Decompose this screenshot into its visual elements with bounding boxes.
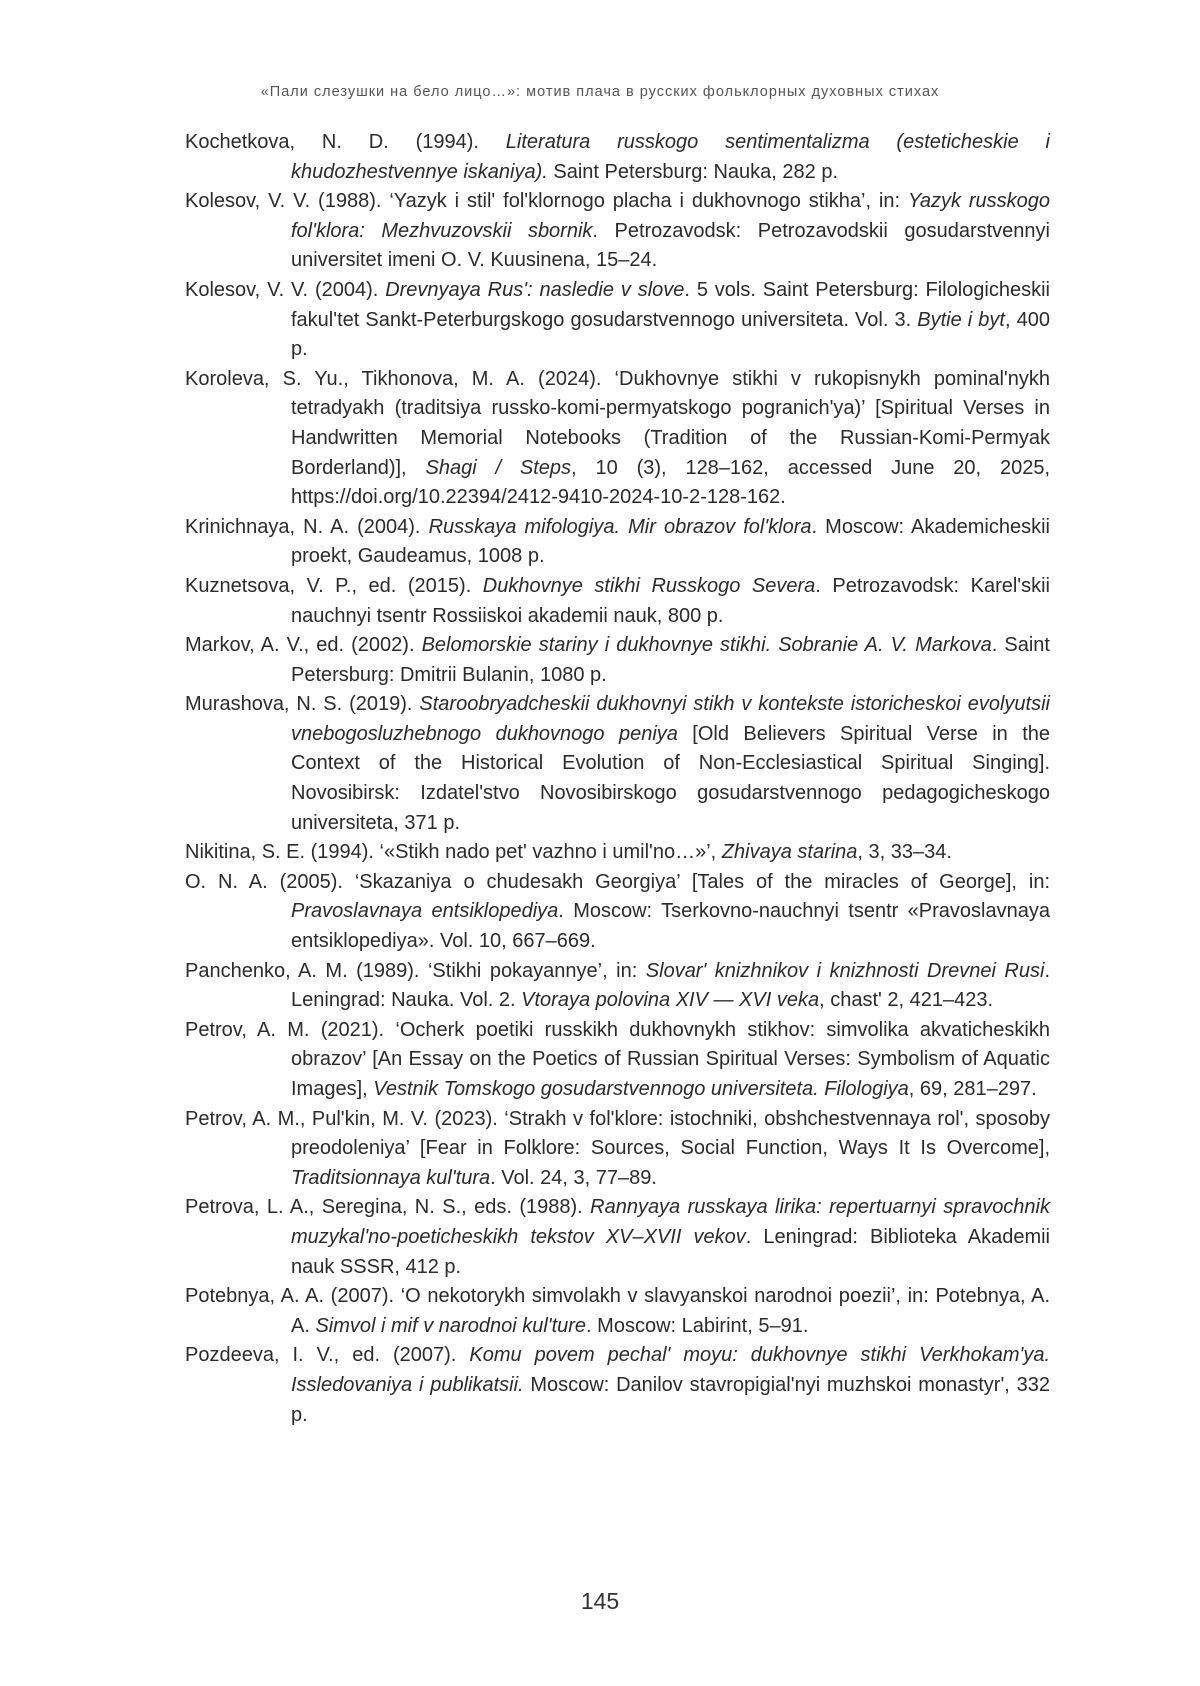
running-head: «Пали слезушки на бело лицо…»: мотив плача в русских фольклорных духовных стихах bbox=[260, 84, 940, 100]
reference-text: , chast' 2, 421–423. bbox=[819, 989, 994, 1012]
reference-title-italic: Russkaya mifologiya. Mir obrazov fol'klora bbox=[428, 515, 812, 538]
reference-entry bbox=[185, 1105, 1050, 1194]
reference-entry bbox=[185, 187, 1050, 276]
reference-text: Murashova, N. S. (2019). bbox=[185, 693, 420, 716]
reference-text: Kolesov, V. V. (2004). bbox=[185, 278, 386, 301]
reference-title-italic: Drevnyaya Rus': nasledie v slove bbox=[385, 278, 685, 301]
reference-text: , 3, 33–34. bbox=[857, 841, 952, 864]
reference-title-italic: Staroobryadcheskii dukhovnyi stikh v kontekste istoricheskoi evolyutsii vnebogosluzhebnogo dukhovnogo peniya bbox=[291, 693, 1051, 745]
reference-entry bbox=[185, 572, 1050, 631]
reference-title-italic: Zhivaya starina bbox=[721, 841, 858, 864]
reference-text: . 5 vols. Saint Petersburg: Filologicheskii fakul'tet Sankt-Peterburgskogo gosudarstvennogo universiteta. Vol. 3. bbox=[291, 278, 1050, 331]
reference-text: . Leningrad: Biblioteka Akademii nauk SSSR, 412 p. bbox=[291, 1225, 1050, 1278]
reference-text: , 400 p. bbox=[291, 308, 1050, 361]
reference-title-italic: Belomorskie stariny i dukhovnye stikhi. Sobranie A. V. Markova bbox=[421, 634, 992, 657]
reference-text: Kuznetsova, V. P., ed. (2015). bbox=[185, 574, 483, 597]
reference-text: Markov, A. V., ed. (2002). bbox=[185, 634, 422, 657]
reference-text: O. N. A. (2005). ‘Skazaniya o chudesakh Georgiya’ [Tales of the miracles of George], in: bbox=[185, 870, 1050, 893]
reference-title-italic: Vtoraya polovina XIV — XVI veka bbox=[521, 989, 820, 1012]
reference-text: Koroleva, S. Yu., Tikhonova, M. A. (2024). ‘Dukhovnye stikhi v rukopisnykh pominal'nykh tetradyakh (traditsiya russko-komi-permyatskogo pogranich'ya)’ [Spiritual Verses in Handwritten Memorial Notebooks (Tradition of the Russian-Komi-Permyak Borderland)], bbox=[185, 367, 1050, 479]
reference-text: . Saint Petersburg: Dmitrii Bulanin, 1080 p. bbox=[291, 634, 1050, 686]
reference-text: Potebnya, A. A. (2007). ‘O nekotorykh simvolakh v slavyanskoi narodnoi poezii’, in: Potebnya, A. A. bbox=[185, 1285, 1050, 1337]
reference-text: Kolesov, V. V. (1988). ‘Yazyk i stil' fol'klornogo placha i dukhovnogo stikha’, in: bbox=[185, 190, 908, 213]
reference-text: Petrov, A. M. (2021). ‘Ocherk poetiki russkikh dukhovnykh stikhov: simvolika akvaticheskikh obrazov’ [An Essay on the Poetics of Russian Spiritual Verses: Symbolism of Aquatic Images], bbox=[185, 1018, 1050, 1100]
reference-title-italic: Traditsionnaya kul'tura bbox=[291, 1166, 491, 1189]
reference-entry bbox=[185, 1282, 1050, 1341]
reference-text: Krinichnaya, N. A. (2004). bbox=[185, 515, 429, 538]
reference-text: Panchenko, A. M. (1989). ‘Stikhi pokayannye’, in: bbox=[185, 959, 646, 982]
reference-title-italic: Vestnik Tomskogo gosudarstvennogo universiteta. Filologiya bbox=[373, 1078, 909, 1100]
reference-entry bbox=[185, 1016, 1050, 1105]
reference-title-italic: Rannyaya russkaya lirika: repertuarnyi spravochnik muzykal'no-poeticheskikh tekstov XV–XVII vekov bbox=[291, 1196, 1050, 1248]
reference-text: Kochetkova, N. D. (1994). bbox=[185, 131, 506, 153]
reference-text: , 69, 281–297. bbox=[908, 1078, 1037, 1100]
reference-text: Moscow: Danilov stavropigial'nyi muzhskoi monastyr', 332 p. bbox=[291, 1373, 1050, 1426]
reference-text: Pozdeeva, I. V., ed. (2007). bbox=[185, 1344, 470, 1367]
reference-list bbox=[185, 128, 1050, 1430]
reference-entry bbox=[185, 868, 1050, 957]
reference-text: . Moscow: Labirint, 5–91. bbox=[586, 1314, 809, 1337]
reference-text: . Petrozavodsk: Petrozavodskii gosudarstvennyi universitet imeni O. V. Kuusinena, 15–24. bbox=[291, 219, 1050, 272]
reference-title-italic: Yazyk russkogo fol'klora: Mezhvuzovskii sbornik bbox=[291, 190, 1051, 242]
reference-text: Petrov, A. M., Pul'kin, M. V. (2023). ‘Strakh v fol'klore: istochniki, obshchestvennaya rol', sposoby preodoleniya’ [Fear in Folklore: Sources, Social Function, Ways It Is Overcome], bbox=[185, 1107, 1050, 1160]
page-number: 145 bbox=[580, 1588, 620, 1614]
reference-title-italic: Komu povem pechal' moyu: dukhovnye stikhi Verkhokam'ya. Issledovaniya i publikatsii. bbox=[291, 1344, 1050, 1396]
reference-text: Nikitina, S. E. (1994). ‘«Stikh nado pet' vazhno i umil'no…»’, bbox=[185, 841, 722, 864]
reference-entry bbox=[185, 1341, 1050, 1430]
reference-entry bbox=[185, 365, 1050, 513]
reference-text: [Old Believers Spiritual Verse in the Context of the Historical Evolution of Non-Ecclesiastical Spiritual Singing]. Novosibirsk: Izdatel'stvo Novosibirskogo gosudarstvennogo pedagogicheskogo universiteta, 371 p. bbox=[291, 722, 1050, 834]
reference-title-italic: Bytie i byt bbox=[917, 308, 1005, 331]
reference-text: . Moscow: Tserkovno-nauchnyi tsentr «Pravoslavnaya entsiklopediya». Vol. 10, 667–669. bbox=[291, 900, 1050, 953]
reference-entry bbox=[185, 513, 1050, 572]
reference-text: Saint Petersburg: Nauka, 282 p. bbox=[547, 160, 839, 183]
reference-text: . Vol. 24, 3, 77–89. bbox=[490, 1166, 657, 1189]
reference-text: Petrova, L. A., Seregina, N. S., eds. (1988). bbox=[185, 1196, 591, 1219]
reference-text: . Petrozavodsk: Karel'skii nauchnyi tsentr Rossiiskoi akademii nauk, 800 p. bbox=[291, 574, 1050, 627]
reference-title-italic: Pravoslavnaya entsiklopediya bbox=[291, 900, 559, 923]
reference-title-italic: Literatura russkogo sentimentalizma (esteticheskie i khudozhestvennye iskaniya). bbox=[291, 131, 1050, 183]
reference-entry bbox=[185, 128, 1050, 187]
reference-entry bbox=[185, 276, 1050, 365]
reference-text: . Leningrad: Nauka. Vol. 2. bbox=[291, 959, 1050, 1012]
reference-title-italic: Simvol i mif v narodnoi kul'ture bbox=[315, 1314, 587, 1337]
reference-entry bbox=[185, 631, 1050, 690]
reference-title-italic: Shagi / Steps bbox=[425, 456, 572, 479]
reference-text: , 10 (3), 128–162, accessed June 20, 2025, https://doi.org/10.22394/2412-9410-2024-10-2-128-162. bbox=[291, 456, 1051, 509]
reference-entry bbox=[185, 838, 1050, 868]
reference-text: . Moscow: Akademicheskii proekt, Gaudeamus, 1008 p. bbox=[291, 515, 1051, 568]
reference-entry bbox=[185, 1193, 1050, 1282]
reference-title-italic: Dukhovnye stikhi Russkogo Severa bbox=[482, 574, 816, 597]
reference-entry bbox=[185, 957, 1050, 1016]
reference-title-italic: Slovar' knizhnikov i knizhnosti Drevnei Rusi bbox=[645, 959, 1045, 982]
reference-entry bbox=[185, 690, 1050, 838]
